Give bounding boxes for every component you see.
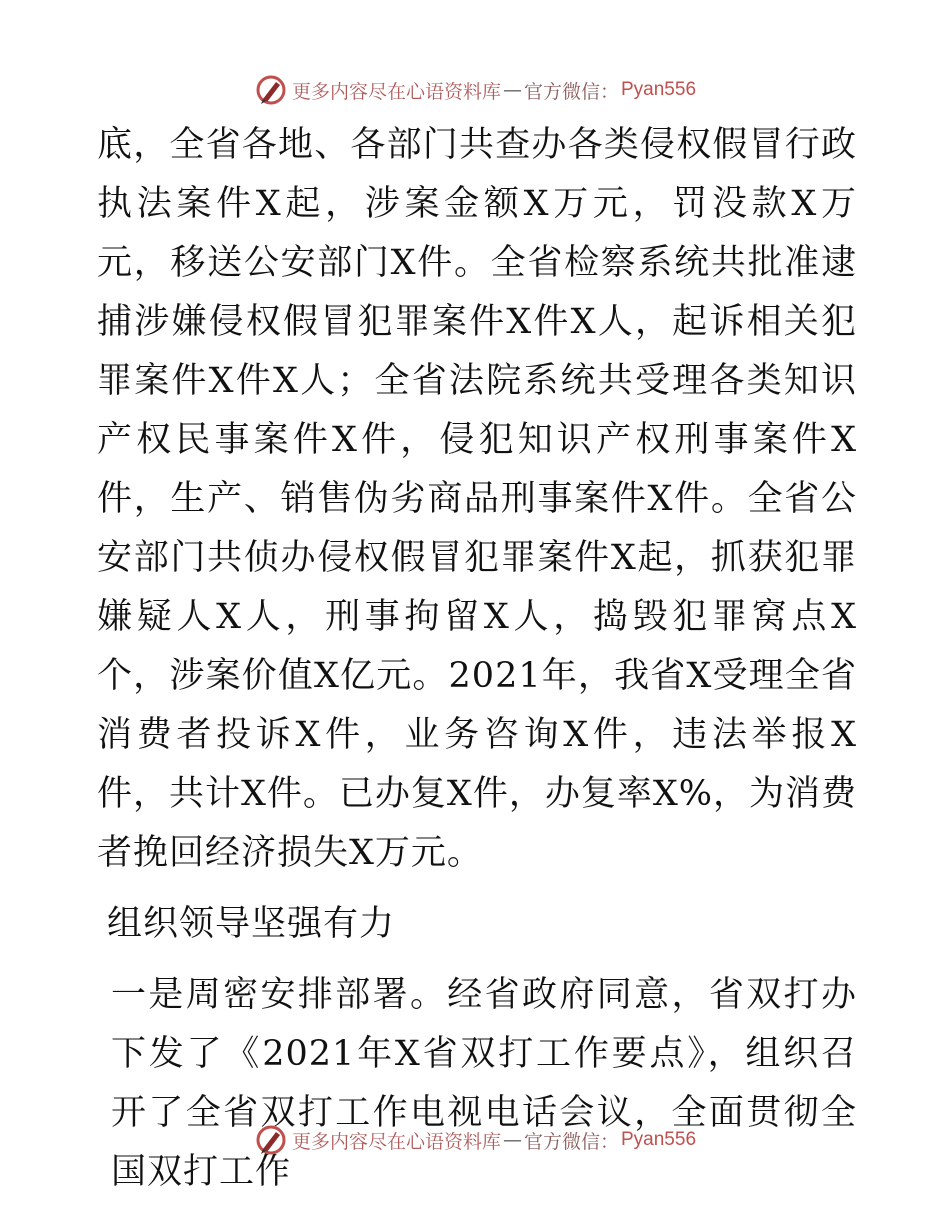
watermark-separator: — [502, 79, 522, 101]
watermark-separator: — [502, 1129, 522, 1151]
watermark-account: Pyan556 [621, 79, 697, 100]
watermark-account: Pyan556 [621, 1129, 697, 1150]
section-heading: 组织领导坚强有力 [107, 904, 396, 944]
watermark-header [0, 68, 950, 112]
watermark-official-text: 官方微信： [523, 80, 619, 103]
body-paragraph-2: 一是周密安排部署。经省政府同意，省双打办下发了《2021年X省双打工作要点》，组织召开了全省双打工作电视电话会议，全面贯彻全国双打工作 [111, 975, 857, 1192]
pen-logo-icon [254, 73, 288, 107]
watermark-site-text: 更多内容尽在心语资料库 [291, 80, 501, 103]
pen-logo-icon [254, 1123, 288, 1157]
watermark-site-text: 更多内容尽在心语资料库 [291, 1130, 501, 1153]
body-paragraph-1: 底，全省各地、各部门共查办各类侵权假冒行政执法案件X起，涉案金额X万元，罚没款X万元，移送公安部门X件。全省检察系统共批准逮捕涉嫌侵权假冒犯罪案件X件X人，起诉相关犯罪案件X件X人；全省法院系统共受理各类知识产权民事案件X件，侵犯知识产权刑事案件X件，生产、销售伪劣商品刑事案件X件。全省公安部门共侦办侵权假冒犯罪案件X起，抓获犯罪嫌疑人X人，刑事拘留X人，捣毁犯罪窝点X个，涉案价值X亿元。2021年，我省X受理全省消费者投诉X件，业务咨询X件，违法举报X件，共计X件。已办复X件，办复率X%，为消费者挽回经济损失X万元。 [97, 125, 858, 873]
document-body [97, 116, 857, 1202]
watermark-footer [0, 1118, 950, 1162]
watermark-official-text: 官方微信： [523, 1130, 619, 1153]
